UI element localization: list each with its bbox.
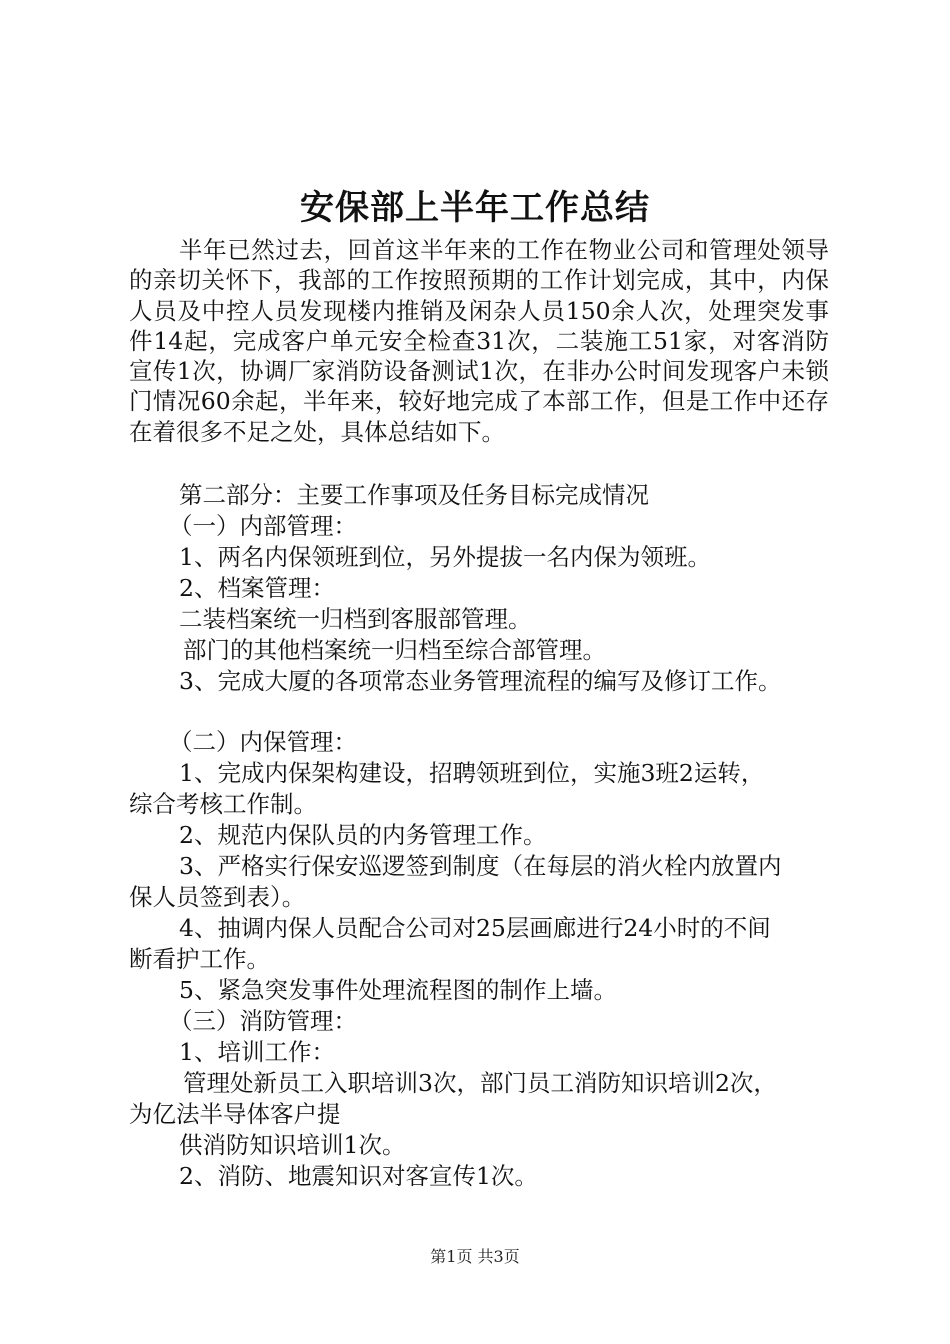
section-heading: 第二部分：主要工作事项及任务目标完成情况 [179,481,649,509]
list-item: 2、规范内保队员的内务管理工作。 [179,821,547,849]
list-item: 2、消防、地震知识对客宣传1次。 [179,1162,538,1190]
list-item-continuation: 断看护工作。 [129,945,270,973]
list-item-continuation: 综合考核工作制。 [129,790,317,818]
list-item: 1、培训工作： [179,1038,335,1066]
list-item: 3、完成大厦的各项常态业务管理流程的编写及修订工作。 [179,667,782,695]
list-item: 部门的其他档案统一归档至综合部管理。 [183,636,606,664]
document-title: 安保部上半年工作总结 [300,188,650,228]
list-item: 1、完成内保架构建设，招聘领班到位，实施3班2运转， [179,759,765,787]
subsection-heading: （三）消防管理： [169,1007,357,1035]
subsection-heading: （一）内部管理： [169,512,357,540]
list-item: 5、紧急突发事件处理流程图的制作上墙。 [179,976,617,1004]
list-item: 1、两名内保领班到位，另外提拔一名内保为领班。 [179,543,711,571]
list-item: 4、抽调内保人员配合公司对25层画廊进行24小时的不间 [179,914,771,942]
intro-paragraph: 半年已然过去，回首这半年来的工作在物业公司和管理处领导的亲切关怀下，我部的工作按照预期的工作计划完成，其中，内保人员及中控人员发现楼内推销及闲杂人员150余人次，处理突发事件14起，完成客户单元安全检查31次，二装施工51家，对客消防宣传1次，协调厂家消防设备测试1次，在非办公时间发现客户未锁门情况60余起，半年来，较好地完成了本部工作，但是工作中还存在着很多不足之处，具体总结如下。 [129,236,829,446]
list-item: 3、严格实行保安巡逻签到制度（在每层的消火栓内放置内 [179,852,782,880]
intro-block [129,235,829,447]
list-item-continuation: 供消防知识培训1次。 [179,1131,406,1159]
list-item: 2、档案管理： [179,574,335,602]
list-item-continuation: 为亿法半导体客户提 [129,1100,341,1128]
list-item: 管理处新员工入职培训3次，部门员工消防知识培训2次， [183,1069,777,1097]
page-number-footer: 第1页 共3页 [430,1247,520,1266]
list-item-continuation: 保人员签到表）。 [129,883,306,911]
subsection-heading: （二）内保管理： [169,728,357,756]
list-item: 二装档案统一归档到客服部管理。 [179,605,532,633]
